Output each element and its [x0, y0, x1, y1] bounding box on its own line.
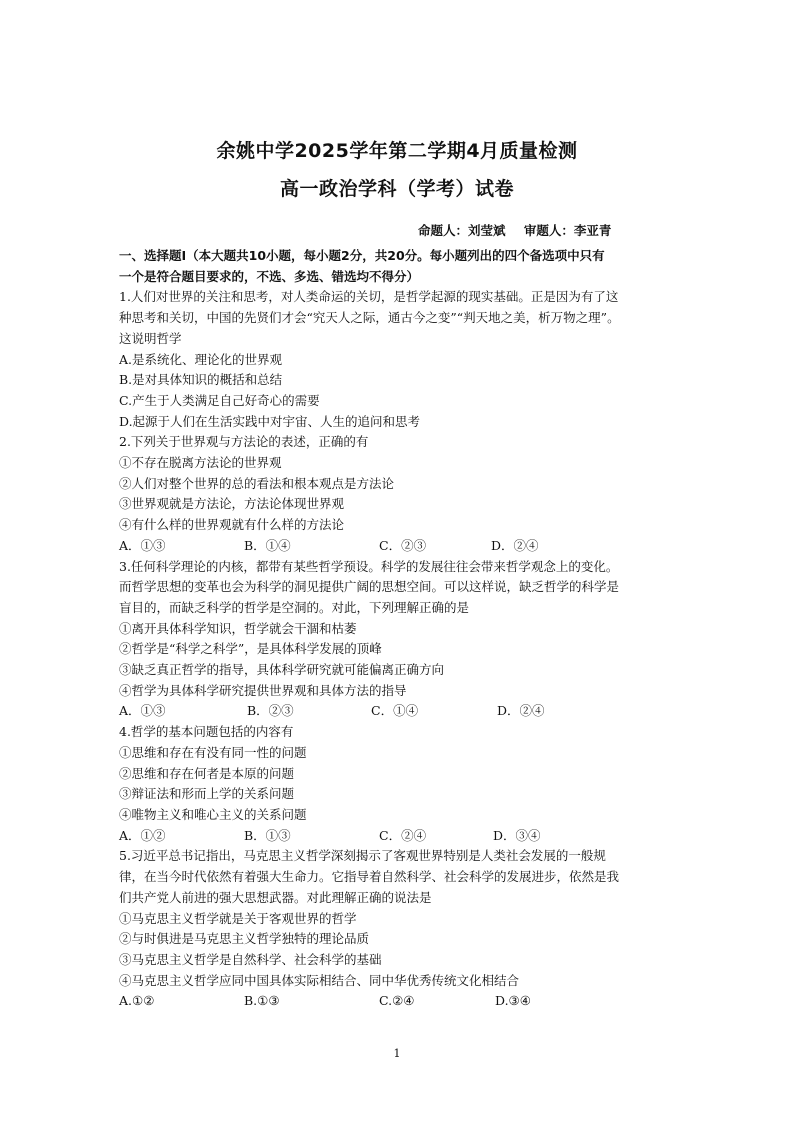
choice-c: C．②④	[379, 827, 427, 843]
question-stem-line: 盲目的，而缺乏科学的哲学是空洞的。对此，下列理解正确的是	[119, 599, 470, 615]
choice-b: B.①③	[244, 993, 280, 1009]
choice-c: C．②③	[379, 537, 427, 553]
document-subtitle: 高一政治学科（学考）试卷	[279, 178, 514, 200]
statement-item: ②与时俱进是马克思主义哲学独特的理论品质	[119, 931, 370, 947]
choice-a: A．①②	[119, 827, 166, 843]
choice-d: D.③④	[495, 993, 531, 1009]
statement-item: ①不存在脱离方法论的世界观	[119, 455, 282, 471]
question-stem-line: 这说明哲学	[119, 330, 182, 346]
statement-item: ④唯物主义和唯心主义的关系问题	[119, 806, 307, 822]
choice-b: B．①③	[244, 827, 291, 843]
choice-a: A.①②	[119, 993, 155, 1009]
question-2	[119, 432, 679, 556]
statement-item: ③缺乏真正哲学的指导，具体科学研究就可能偏离正确方向	[119, 662, 445, 678]
choice-b: B．①④	[244, 537, 291, 553]
statement-item: ④马克思主义哲学应同中国具体实际相结合、同中华优秀传统文化相结合	[119, 972, 520, 988]
choice-a: A．①③	[119, 537, 166, 553]
statement-item: ④哲学为具体科学研究提供世界观和具体方法的指导	[119, 682, 407, 698]
option-d: D.起源于人们在生活实践中对宇宙、人生的追问和思考	[119, 413, 421, 429]
statement-item: ④有什么样的世界观就有什么样的方法论	[119, 517, 345, 533]
choice-row	[119, 701, 679, 722]
statement-item: ②思维和存在何者是本原的问题	[119, 765, 295, 781]
question-stem-line: 种思考和关切，中国的先贤们才会“究天人之际，通古今之变”“判天地之美，析万物之理”。	[119, 310, 620, 326]
statement-item: ②哲学是“科学之科学”，是具体科学发展的顶峰	[119, 641, 382, 657]
statement-item: ①马克思主义哲学就是关于客观世界的哲学	[119, 910, 357, 926]
question-stem-line: 3.任何科学理论的内核，都带有某些哲学预设。科学的发展往往会带来哲学观念上的变化。	[119, 558, 619, 574]
choice-d: D．②④	[497, 703, 545, 719]
statement-item: ①离开具体科学知识，哲学就会干涸和枯萎	[119, 620, 357, 636]
choice-row	[119, 536, 679, 557]
setter-label: 命题人：刘莹斌	[418, 223, 506, 238]
section-heading-line-2: 一个是符合题目要求的，不选、多选、错选均不得分）	[119, 268, 420, 284]
question-3	[119, 557, 679, 723]
reviewer-label: 审题人：李亚青	[523, 223, 612, 238]
exam-content	[119, 246, 679, 1012]
choice-b: B．②③	[247, 703, 294, 719]
section-heading-line-1: 一、选择题Ⅰ（本大题共10小题，每小题2分，共20分。每小题列出的四个备选项中只有	[119, 248, 605, 263]
page-number: 1	[393, 1047, 401, 1060]
choice-row	[119, 991, 679, 1012]
question-5	[119, 846, 679, 1012]
question-1	[119, 287, 679, 432]
option-b: B.是对具体知识的概括和总结	[119, 372, 283, 388]
choice-c: C．①④	[371, 703, 419, 719]
question-stem-line: 4.哲学的基本问题包括的内容有	[119, 724, 294, 740]
question-stem-line: 而哲学思想的变革也会为科学的洞见提供广阔的思想空间。可以这样说，缺乏哲学的科学是	[119, 579, 620, 595]
choice-c: C.②④	[379, 993, 415, 1009]
statement-item: ①思维和存在有没有同一性的问题	[119, 744, 307, 760]
question-stem-line: 们共产党人前进的强大思想武器。对此理解正确的说法是	[119, 889, 432, 905]
question-stem-line: 1.人们对世界的关注和思考，对人类命运的关切，是哲学起源的现实基础。正是因为有了这	[119, 289, 619, 305]
statement-item: ②人们对整个世界的总的看法和根本观点是方法论	[119, 475, 395, 491]
question-stem-line: 2.下列关于世界观与方法论的表述，正确的有	[119, 434, 369, 450]
choice-row	[119, 826, 679, 847]
question-4	[119, 722, 679, 846]
question-stem-line: 律，在当今时代依然有着强大生命力。它指导着自然科学、社会科学的发展进步，依然是我	[119, 869, 620, 885]
option-a: A.是系统化、理论化的世界观	[119, 351, 283, 367]
statement-item: ③世界观就是方法论，方法论体现世界观	[119, 496, 345, 512]
choice-a: A．①③	[119, 703, 166, 719]
statement-item: ③马克思主义哲学是自然科学、社会科学的基础	[119, 951, 382, 967]
statement-item: ③辩证法和形而上学的关系问题	[119, 786, 295, 802]
authors-line	[418, 221, 625, 239]
choice-d: D．③④	[493, 827, 541, 843]
document-title: 余姚中学2025学年第二学期4月质量检测	[216, 140, 578, 162]
choice-d: D．②④	[491, 537, 539, 553]
question-stem-line: 5.习近平总书记指出，马克思主义哲学深刻揭示了客观世界特别是人类社会发展的一般规	[119, 848, 606, 864]
option-c: C.产生于人类满足自己好奇心的需要	[119, 392, 320, 408]
